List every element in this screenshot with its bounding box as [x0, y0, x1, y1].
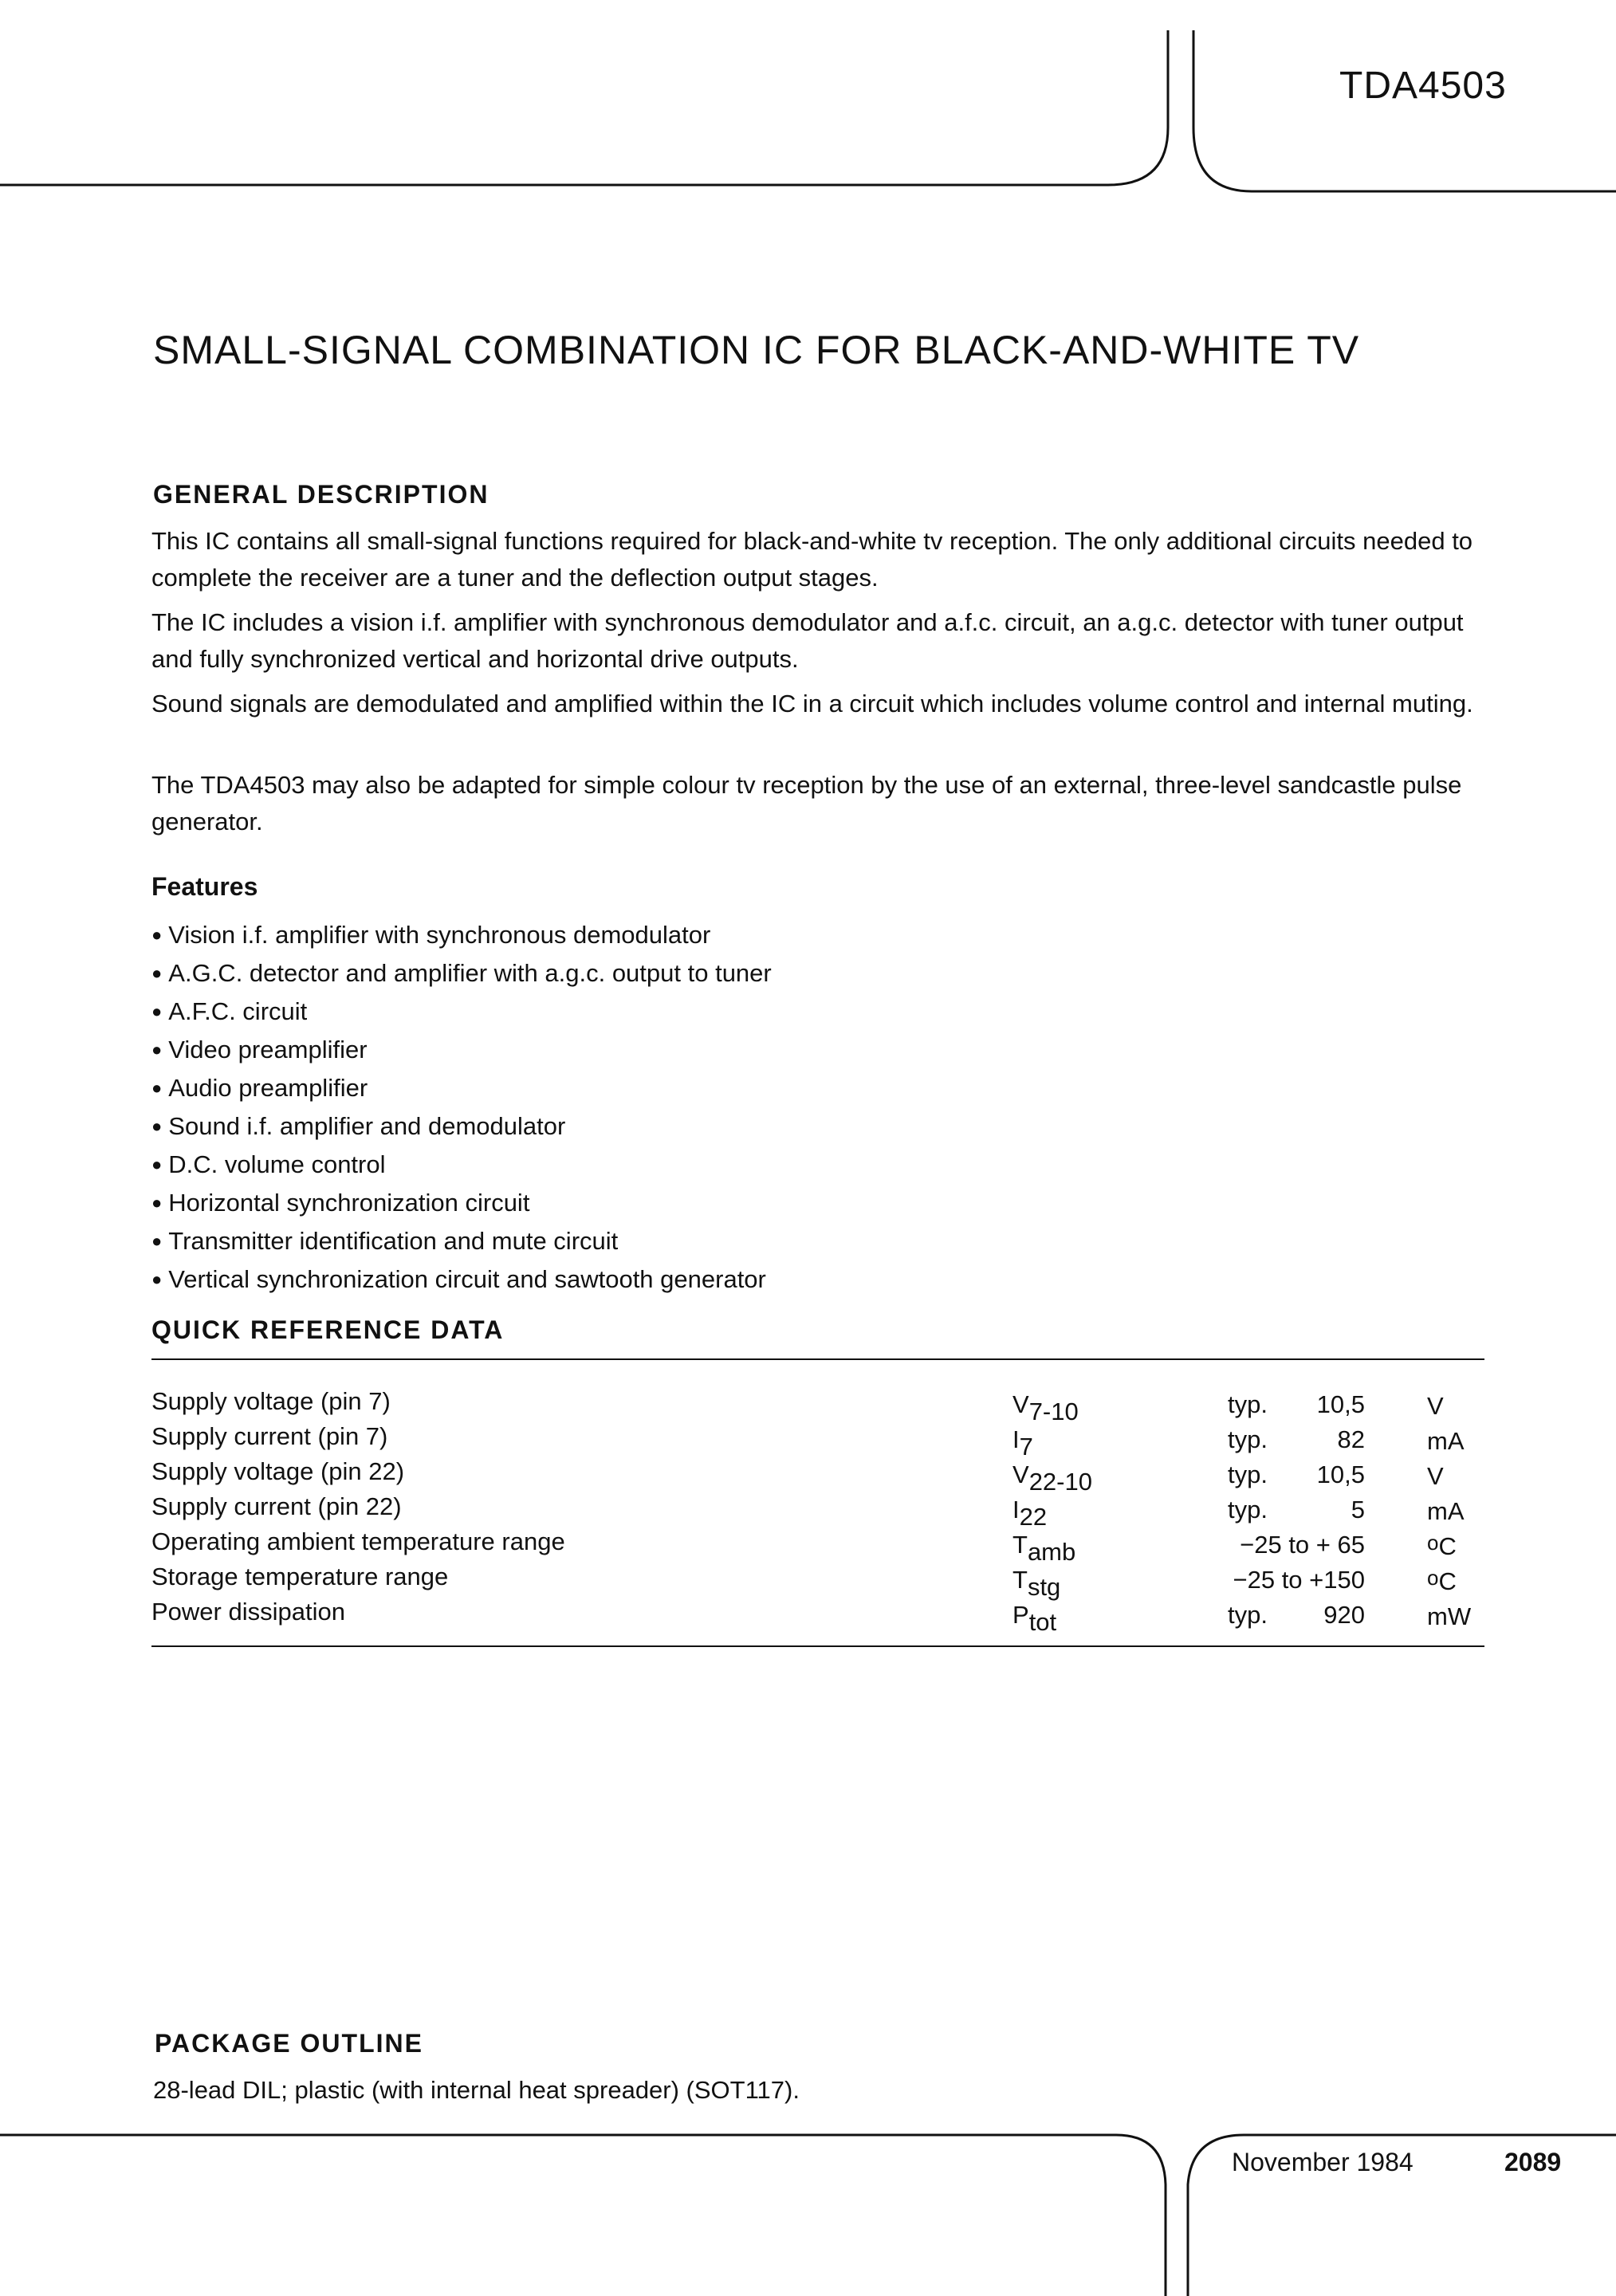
- param-value: −25 to +150: [1233, 1566, 1365, 1594]
- table-row: [151, 1492, 1484, 1531]
- param-value: 82: [1337, 1425, 1365, 1453]
- param-unit: $^o$C: [1427, 1531, 1457, 1560]
- feature-item: ● Vision i.f. amplifier with synchronous demodulator: [151, 917, 772, 955]
- param-value: 10,5: [1316, 1461, 1365, 1488]
- param-value: 5: [1351, 1496, 1365, 1523]
- description-paragraph-1: This IC contains all small-signal functions required for black-and-white tv reception. The only additional circuits needed to complete the receiver are a tuner and the deflection output stages.: [151, 527, 1473, 592]
- param-symbol: $I_{22}$: [1012, 1496, 1048, 1531]
- quick-reference-heading: QUICK REFERENCE DATA: [151, 1315, 505, 1344]
- feature-item: ● Vertical synchronization circuit and sawtooth generator: [151, 1261, 772, 1299]
- table-row: [151, 1598, 1484, 1636]
- param-symbol: $T_{stg}$: [1012, 1566, 1061, 1601]
- table-bottom-rule: [151, 1645, 1484, 1647]
- part-number: TDA4503: [1339, 65, 1507, 107]
- typ-label: typ.: [1228, 1496, 1268, 1523]
- feature-item: ● A.G.C. detector and amplifier with a.g.c. output to tuner: [151, 955, 772, 993]
- description-paragraph-2: The IC includes a vision i.f. amplifier with synchronous demodulator and a.f.c. circuit, an a.g.c. detector with tuner output and fully synchronized vertical and horizontal drive outputs.: [151, 608, 1464, 673]
- param-unit: V: [1427, 1392, 1444, 1420]
- description-paragraph-4: The TDA4503 may also be adapted for simple colour tv reception by the use of an external, three-level sandcastle pulse generator.: [151, 771, 1462, 835]
- footer-date: November 1984: [1232, 2148, 1414, 2176]
- table-row: [151, 1457, 1484, 1496]
- param-label: Supply current (pin 22): [151, 1492, 402, 1520]
- param-label: Storage temperature range: [151, 1563, 449, 1590]
- features-heading: Features: [151, 872, 258, 901]
- param-unit: $^o$C: [1427, 1566, 1457, 1595]
- param-unit: mW: [1427, 1602, 1472, 1630]
- features-list: [151, 917, 772, 1299]
- feature-item: ● Sound i.f. amplifier and demodulator: [151, 1108, 772, 1146]
- param-label: Supply current (pin 7): [151, 1422, 388, 1450]
- param-value: 920: [1323, 1601, 1365, 1629]
- feature-item: ● Video preamplifier: [151, 1032, 772, 1070]
- table-row: [151, 1527, 1484, 1566]
- typ-label: typ.: [1228, 1461, 1268, 1488]
- table-row: [151, 1387, 1484, 1425]
- page-number: 2089: [1504, 2148, 1562, 2176]
- typ-label: typ.: [1228, 1425, 1268, 1453]
- param-unit: V: [1427, 1462, 1444, 1490]
- table-top-rule: [151, 1358, 1484, 1360]
- package-outline-text: 28-lead DIL; plastic (with internal heat spreader) (SOT117).: [153, 2076, 800, 2104]
- param-symbol: $P_{tot}$: [1012, 1601, 1057, 1636]
- feature-item: ● Horizontal synchronization circuit: [151, 1185, 772, 1223]
- typ-label: typ.: [1228, 1390, 1268, 1418]
- param-label: Operating ambient temperature range: [151, 1527, 565, 1555]
- general-description-heading: GENERAL DESCRIPTION: [153, 480, 490, 509]
- param-unit: mA: [1427, 1427, 1465, 1455]
- param-label: Power dissipation: [151, 1598, 345, 1626]
- feature-item: ● D.C. volume control: [151, 1146, 772, 1185]
- param-symbol: $T_{amb}$: [1012, 1531, 1076, 1566]
- table-row: [151, 1563, 1484, 1601]
- param-unit: mA: [1427, 1497, 1465, 1525]
- param-value: 10,5: [1316, 1390, 1365, 1418]
- param-symbol: $V_{22-10}$: [1012, 1461, 1092, 1496]
- param-symbol: $V_{7-10}$: [1012, 1390, 1079, 1425]
- feature-item: ● Transmitter identification and mute circuit: [151, 1223, 772, 1261]
- feature-item: ● A.F.C. circuit: [151, 993, 772, 1032]
- param-label: Supply voltage (pin 22): [151, 1457, 405, 1485]
- description-paragraph-3: Sound signals are demodulated and amplified within the IC in a circuit which includes volume control and internal muting.: [151, 690, 1473, 718]
- package-outline-heading: PACKAGE OUTLINE: [155, 2029, 423, 2058]
- table-row: [151, 1422, 1484, 1461]
- document-title: SMALL-SIGNAL COMBINATION IC FOR BLACK-AND-WHITE TV: [153, 328, 1360, 372]
- param-label: Supply voltage (pin 7): [151, 1387, 391, 1415]
- feature-item: ● Audio preamplifier: [151, 1070, 772, 1108]
- param-value: −25 to + 65: [1240, 1531, 1365, 1559]
- typ-label: typ.: [1228, 1601, 1268, 1629]
- param-symbol: $I_7$: [1012, 1425, 1033, 1461]
